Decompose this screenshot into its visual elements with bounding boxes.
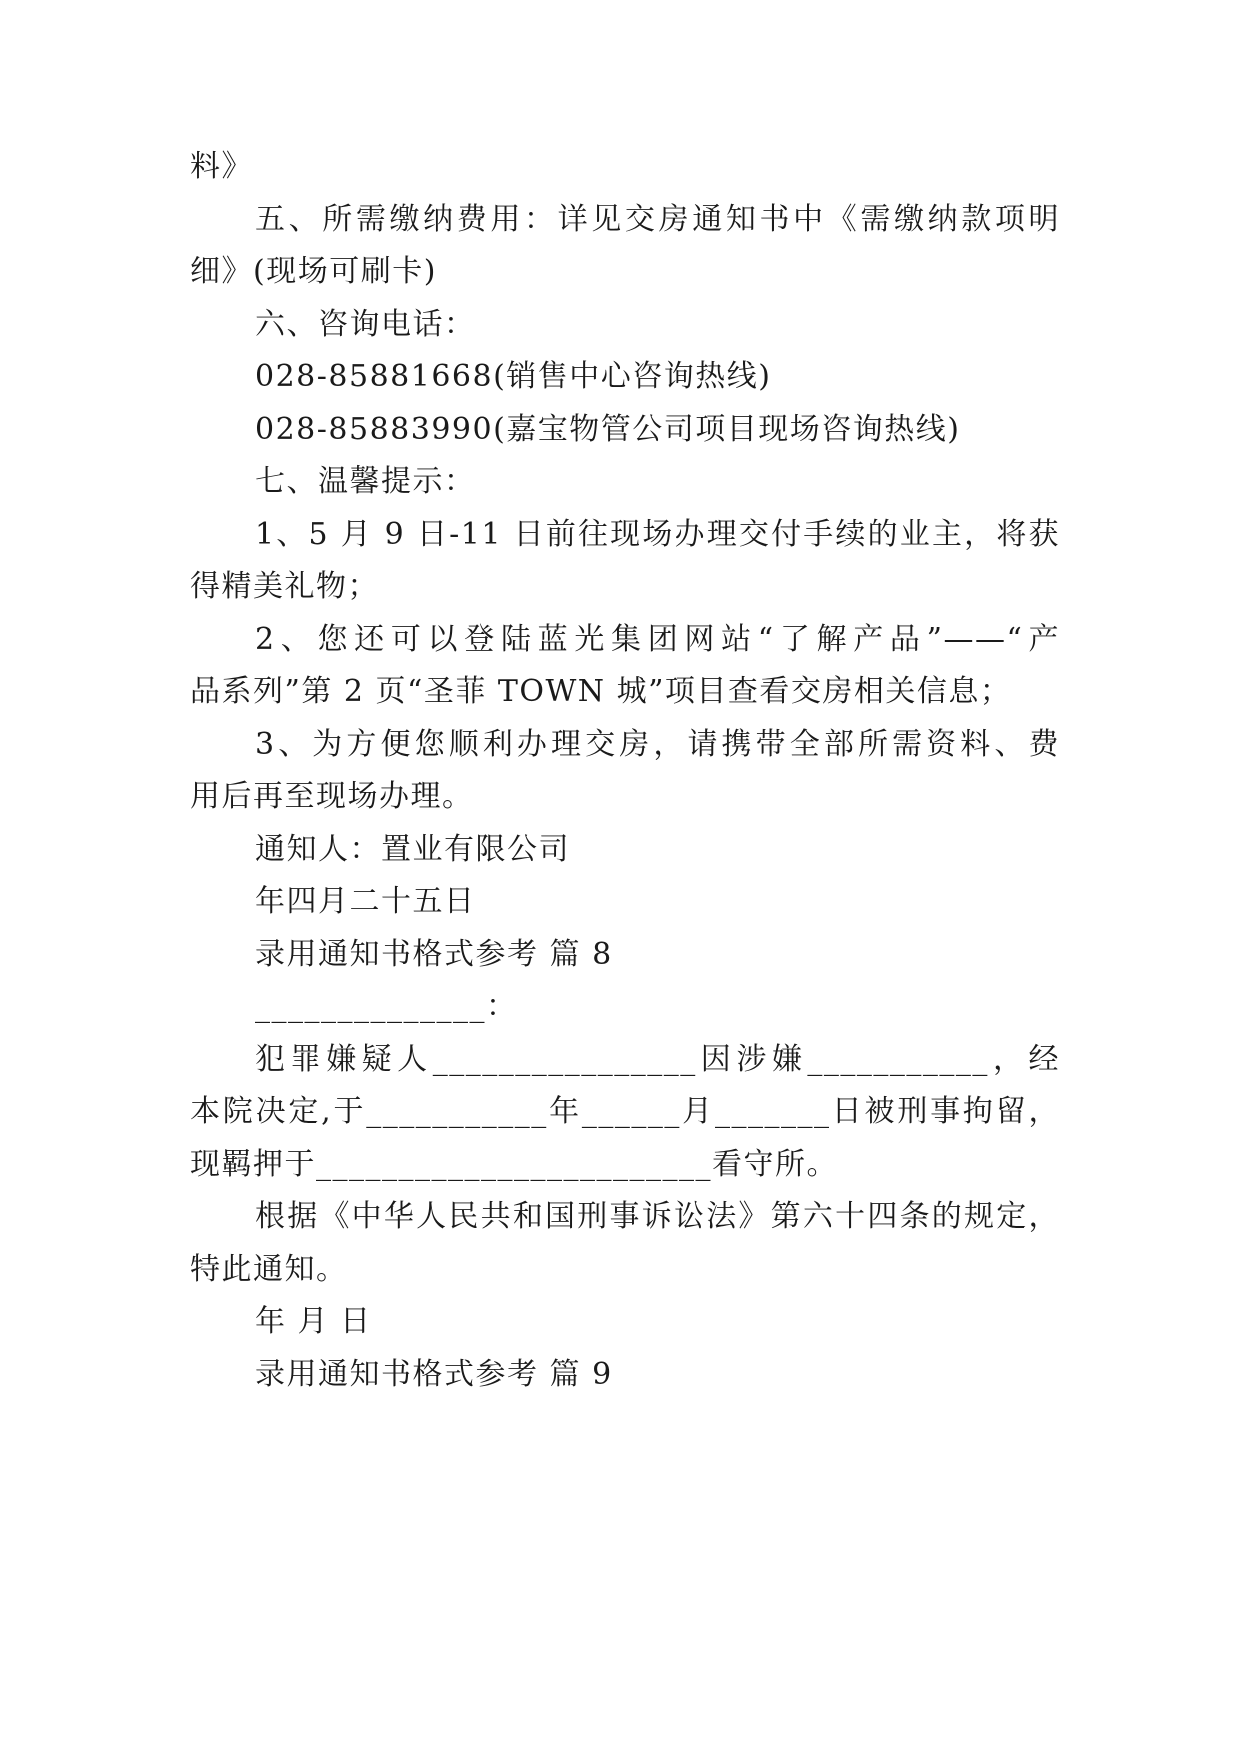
section-heading-9: 录用通知书格式参考 篇 9 <box>255 1357 613 1392</box>
text-line-date-blank: 年 月 日 <box>255 1304 372 1339</box>
section-heading-8: 录用通知书格式参考 篇 8 <box>255 937 613 972</box>
text-line-custody: 现羁押于________________________看守所。 <box>190 1147 838 1182</box>
text-line-tip-2-cont: 品系列”第 2 页“圣菲 TOWN 城”项目查看交房相关信息； <box>190 674 1012 709</box>
text-line-tip-3-cont: 用后再至现场办理。 <box>190 779 474 814</box>
text-line-tip-1-cont: 得精美礼物； <box>190 569 379 604</box>
text-line-hotline-sales: 028-85881668(销售中心咨询热线) <box>255 359 772 394</box>
text-line-tip-2: 2、您还可以登陆蓝光集团网站“了解产品”——“产 <box>255 622 1060 657</box>
text-line-date: 年四月二十五日 <box>255 884 476 919</box>
text-line-addressee-blank: ______________： <box>255 989 518 1024</box>
text-line-suspect: 犯罪嫌疑人________________因涉嫌___________，经 <box>255 1042 1060 1077</box>
text-line-tips-heading: 七、温馨提示： <box>255 464 476 499</box>
text-line-fees: 五、所需缴纳费用：详见交房通知书中《需缴纳款项明 <box>255 202 1060 237</box>
text-line-tip-1: 1、5 月 9 日-11 日前往现场办理交付手续的业主，将获 <box>255 517 1060 552</box>
text-line-tip-3: 3、为方便您顺利办理交房，请携带全部所需资料、费 <box>255 727 1060 762</box>
text-line-hotline-heading: 六、咨询电话： <box>255 307 476 342</box>
text-line-fees-cont: 细》(现场可刷卡) <box>190 254 437 289</box>
text-line-legal-basis: 根据《中华人民共和国刑事诉讼法》第六十四条的规定， <box>255 1199 1060 1234</box>
text-line-continuation: 料》 <box>190 149 253 184</box>
text-line-notifier: 通知人：置业有限公司 <box>255 832 570 867</box>
text-line-hotline-property: 028-85883990(嘉宝物管公司项目现场咨询热线) <box>255 412 961 447</box>
text-line-detention: 本院决定,于___________年______月_______日被刑事拘留， <box>190 1094 1060 1129</box>
text-line-notice: 特此通知。 <box>190 1252 348 1287</box>
